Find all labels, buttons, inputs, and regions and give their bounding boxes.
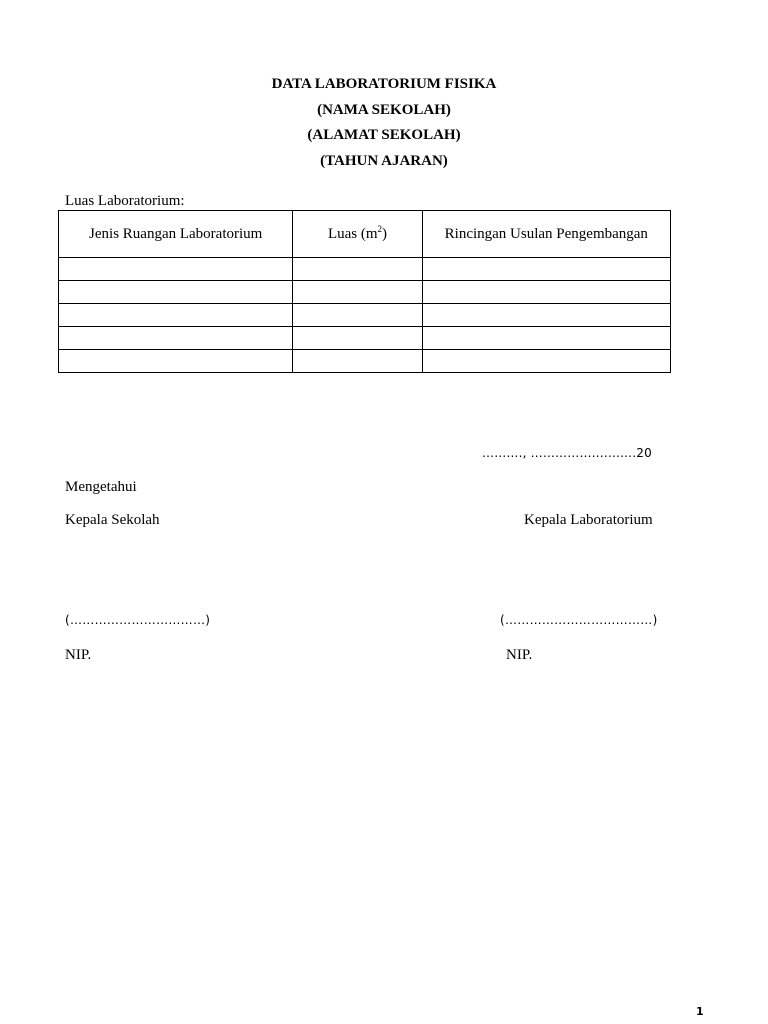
luas-laboratorium-label: Luas Laboratorium: — [65, 193, 185, 209]
table-header-row — [59, 211, 671, 258]
table-cell[interactable] — [422, 281, 670, 304]
kepala-laboratorium-nip: NIP. — [506, 647, 533, 663]
title-line-2: (NAMA SEKOLAH) — [317, 101, 451, 118]
laboratory-table — [58, 210, 671, 373]
table-cell[interactable] — [293, 281, 422, 304]
header-luas — [293, 211, 422, 258]
table-row — [59, 258, 671, 281]
header-luas-superscript: 2 — [377, 223, 383, 234]
table-cell[interactable] — [422, 258, 670, 281]
title-line-1: DATA LABORATORIUM FISIKA — [271, 76, 497, 92]
title-line-3: (ALAMAT SEKOLAH) — [307, 127, 461, 143]
table-cell[interactable] — [59, 258, 293, 281]
kepala-laboratorium-label: Kepala Laboratorium — [524, 512, 653, 528]
table-cell[interactable] — [59, 281, 293, 304]
table-cell[interactable] — [293, 258, 422, 281]
table-cell[interactable] — [422, 304, 670, 327]
table-cell[interactable] — [293, 304, 422, 327]
header-luas-text: Luas (m — [327, 225, 378, 242]
table-row — [59, 281, 671, 304]
table-cell[interactable] — [59, 350, 293, 373]
table-row — [59, 350, 671, 373]
table-cell[interactable] — [59, 327, 293, 350]
mengetahui-label: Mengetahui — [65, 479, 137, 495]
kepala-laboratorium-name-placeholder: (………………………………) — [500, 613, 658, 627]
document-title — [0, 72, 768, 174]
table-row — [59, 327, 671, 350]
table-row — [59, 304, 671, 327]
table-cell[interactable] — [293, 350, 422, 373]
date-line: ………., ……………….…….20 — [482, 446, 652, 460]
table-cell[interactable] — [59, 304, 293, 327]
table-cell[interactable] — [293, 327, 422, 350]
header-luas-close: ) — [382, 225, 388, 242]
table-cell[interactable] — [422, 327, 670, 350]
table-cell[interactable] — [422, 350, 670, 373]
kepala-sekolah-nip: NIP. — [65, 647, 92, 663]
kepala-sekolah-label: Kepala Sekolah — [65, 512, 160, 528]
header-rincingan: Rincingan Usulan Pengembangan — [422, 211, 670, 258]
kepala-sekolah-name-placeholder: (……………………………) — [65, 613, 211, 627]
title-line-4: (TAHUN AJARAN) — [320, 152, 448, 169]
header-jenis-ruangan: Jenis Ruangan Laboratorium — [59, 211, 293, 258]
page-number: 1 — [696, 1005, 704, 1018]
